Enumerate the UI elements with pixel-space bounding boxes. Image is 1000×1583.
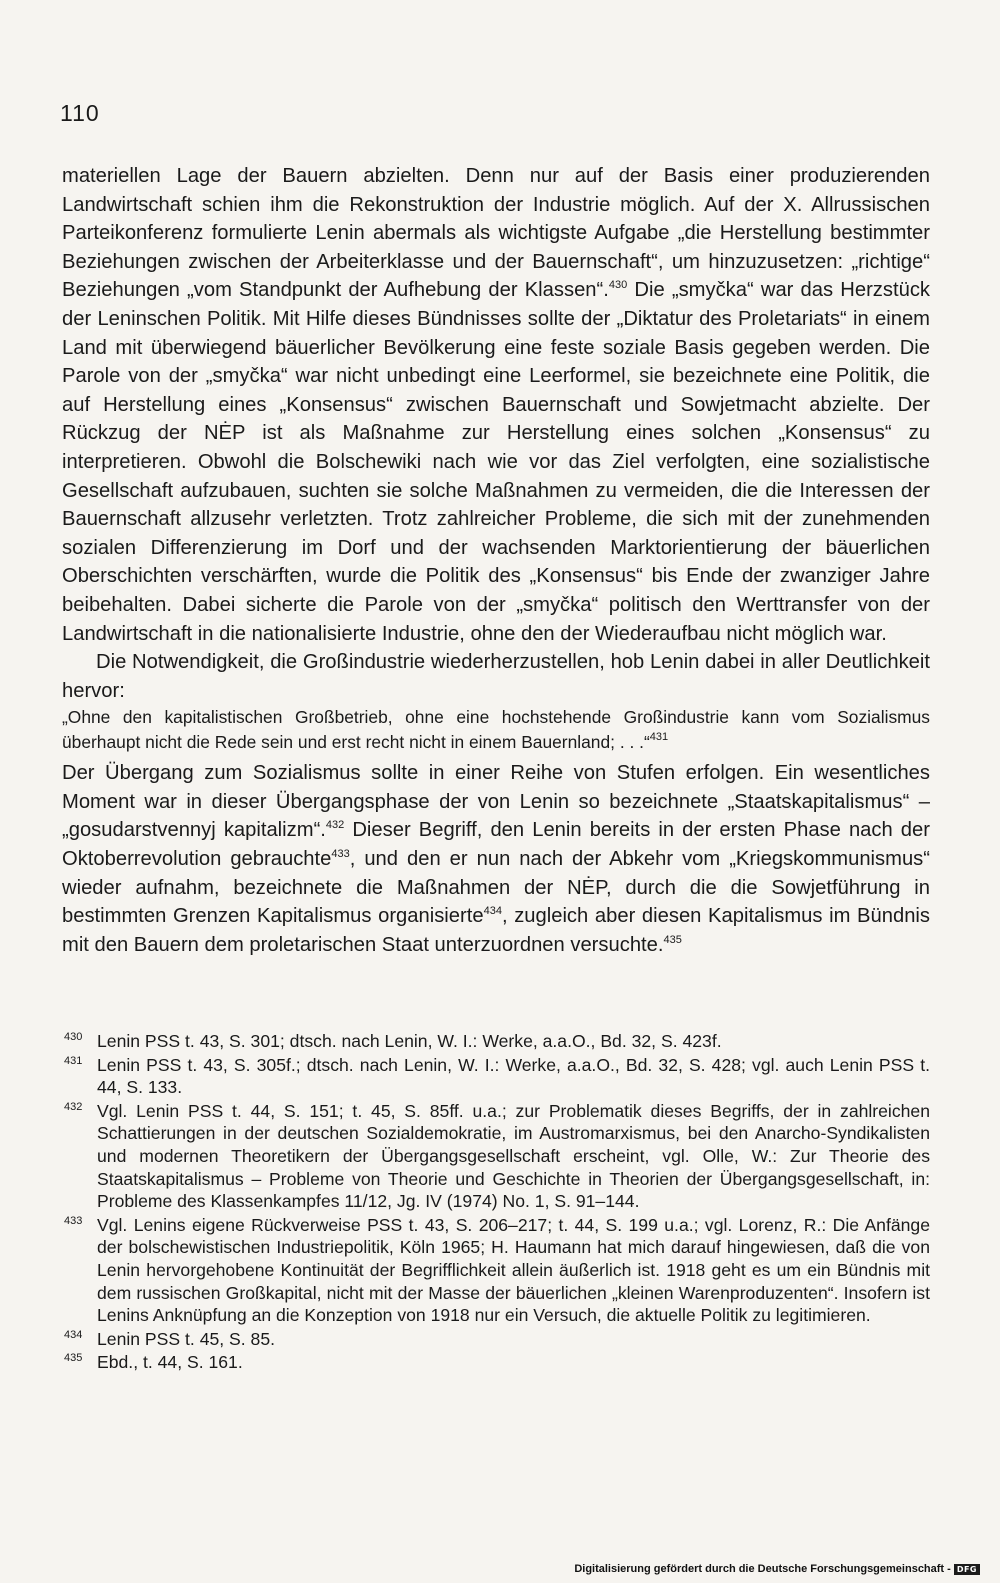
page-number: 110 xyxy=(60,100,100,126)
footnote-ref[interactable]: 432 xyxy=(325,819,345,832)
paragraph xyxy=(62,759,930,959)
footnote-text: Lenin PSS t. 43, S. 301; dtsch. nach Lenin, W. I.: Werke, a.a.O., Bd. 32, S. 423f. xyxy=(97,1031,722,1051)
footnote-ref[interactable]: 433 xyxy=(331,848,350,861)
footnote-number: 430 xyxy=(64,1031,83,1043)
footnote xyxy=(62,1054,930,1099)
footnote-number: 431 xyxy=(64,1054,83,1067)
footnote-ref[interactable]: 430 xyxy=(608,279,628,292)
footnote-number: 435 xyxy=(64,1352,83,1365)
quote-text: „Ohne den kapitalistischen Großbetrieb, ohne eine hochstehende Großindustrie kann vom Sozialismus überhaupt nicht die Rede sein und erst recht nicht in einem Bauernland; . . .“ xyxy=(62,707,930,753)
footnote-text: Vgl. Lenin PSS t. 44, S. 151; t. 45, S. 85ff. u.a.; zur Problematik dieses Begriffs, der in zahlreichen Schattierungen in der deutschen Sozialdemokratie, im Austromarxismus, bei den Anarcho-Syndikalisten und modernen Theoretikern der Übergangsgesellschaft erscheint, vgl. Olle, W.: Zur Theorie des Staatskapitalismus – Probleme von Theorie und Geschichte in Theorien der Übergangsgesellschaft, in: Probleme des Klassenkampfes 11/12, Jg. IV (1974) No. 1, S. 91–144. xyxy=(97,1100,930,1212)
paragraph-text: materiellen Lage der Bauern abzielten. Denn nur auf der Basis einer produzierenden Landwirtschaft schien ihm die Rekonstruktion der Industrie möglich. Auf der X. Allrussischen Parteikonferenz formulierte Lenin abermals als wichtigste Aufgabe „die Herstellung bestimmter Beziehungen zwischen der Arbeiterklasse und der Bauernschaft“, um hinzuzusetzen: „richtige“ Beziehungen „vom Standpunkt der Aufhebung der Klassen“. xyxy=(62,165,930,302)
footnote xyxy=(62,1351,930,1374)
footnotes xyxy=(62,1030,930,1375)
dfg-logo: DFG xyxy=(954,1564,980,1575)
paragraph xyxy=(62,162,930,648)
footnote-ref[interactable]: 431 xyxy=(649,731,669,744)
footnote-number: 433 xyxy=(64,1214,83,1227)
footnote-text: Ebd., t. 44, S. 161. xyxy=(97,1352,243,1373)
main-text xyxy=(62,162,930,959)
footnote-number: 432 xyxy=(64,1100,83,1113)
footnote xyxy=(62,1214,930,1327)
footnote-text: Lenin PSS t. 43, S. 305f.; dtsch. nach Lenin, W. I.: Werke, a.a.O., Bd. 32, S. 428; vgl. auch Lenin PSS t. 44, S. 133. xyxy=(97,1054,930,1098)
block-quote xyxy=(62,705,930,755)
footnote-ref[interactable]: 435 xyxy=(663,933,682,946)
paragraph-text: Der Übergang zum Sozialismus sollte in einer Reihe von Stufen erfolgen. Ein wesentliches Moment war in dieser Übergangsphase der von Lenin so bezeichnete „Staatskapitalismus“ – „gosudarstvennyj kapitalizm“. xyxy=(62,762,930,842)
footnote-ref[interactable]: 434 xyxy=(483,905,502,918)
footnote xyxy=(62,1030,930,1053)
footnote xyxy=(62,1328,930,1351)
footnote-text: Vgl. Lenins eigene Rückverweise PSS t. 43, S. 206–217; t. 44, S. 199 u.a.; vgl. Lorenz, R.: Die Anfänge der bolschewistischen Industriepolitik, Köln 1965; H. Haumann hat mich darauf hingewiesen, daß die von Lenin hervorgehobene Kontinuität der Begrifflichkeit allein äußerlich ist. 1918 geht es um ein Bündnis mit dem russischen Großkapital, nicht mit der Masse der bäuerlichen „kleinen Warenproduzenten“. Insofern ist Lenins Anknüpfung an die Konzeption von 1918 nur ein Versuch, die aktuelle Politik zu legitimieren. xyxy=(97,1214,930,1326)
credit-text: Digitalisierung gefördert durch die Deutsche Forschungsgemeinschaft - xyxy=(574,1563,951,1575)
paragraph-text: , zugleich aber diesen Kapitalismus im Bündnis mit den Bauern dem proletarischen Staat unterzuordnen versuchte. xyxy=(62,905,930,956)
paragraph: Die Notwendigkeit, die Großindustrie wiederherzustellen, hob Lenin dabei in aller Deutlichkeit hervor: xyxy=(62,651,930,702)
footnote-text: Lenin PSS t. 45, S. 85. xyxy=(97,1328,276,1349)
paragraph-text: Die „smyčka“ war das Herzstück der Leninschen Politik. Mit Hilfe dieses Bündnisses sollte der „Diktatur des Proletariats“ in einem Land mit überwiegend bäuerlicher Bevölkerung eine feste soziale Basis gegeben werden. Die Parole von der „smyčka“ war nicht unbedingt eine Leerformel, sie bezeichnete eine Politik, die auf Herstellung eines „Konsensus“ zwischen Bauernschaft und Sowjetmacht abzielte. Der Rückzug der NĖP ist als Maßnahme zur Herstellung eines solchen „Konsensus“ zu interpretieren. Obwohl die Bolschewiki nach wie vor das Ziel verfolgten, eine sozialistische Gesellschaft aufzubauen, suchten sie solche Maßnahmen zu vermeiden, die die Interessen der Bauernschaft allzusehr verletzten. Trotz zahlreicher Probleme, die sich mit der zunehmenden sozialen Differenzierung im Dorf und der wachsenden Marktorientierung der bäuerlichen Oberschichten verschärften, wurde die Politik des „Konsensus“ bis Ende der zwanziger Jahre beibehalten. Dabei sicherte die Parole von der „smyčka“ politisch den Werttransfer von der Landwirtschaft in die nationalisierte Industrie, ohne den der Wiederaufbau nicht möglich war. xyxy=(62,279,931,645)
footnote xyxy=(62,1100,930,1213)
paragraph-text: Dieser Begriff, den Lenin bereits in der ersten Phase nach der Oktoberrevolution gebrauchte xyxy=(62,819,930,871)
footnote-number: 434 xyxy=(64,1328,83,1341)
paragraph-text: , und den er nun nach der Abkehr vom „Kriegskommunismus“ wieder aufnahm, bezeichnete die Maßnahmen der NĖP, durch die die Sowjetführung in bestimmten Grenzen Kapitalismus organisierte xyxy=(62,848,930,928)
digitization-credit xyxy=(574,1563,980,1575)
